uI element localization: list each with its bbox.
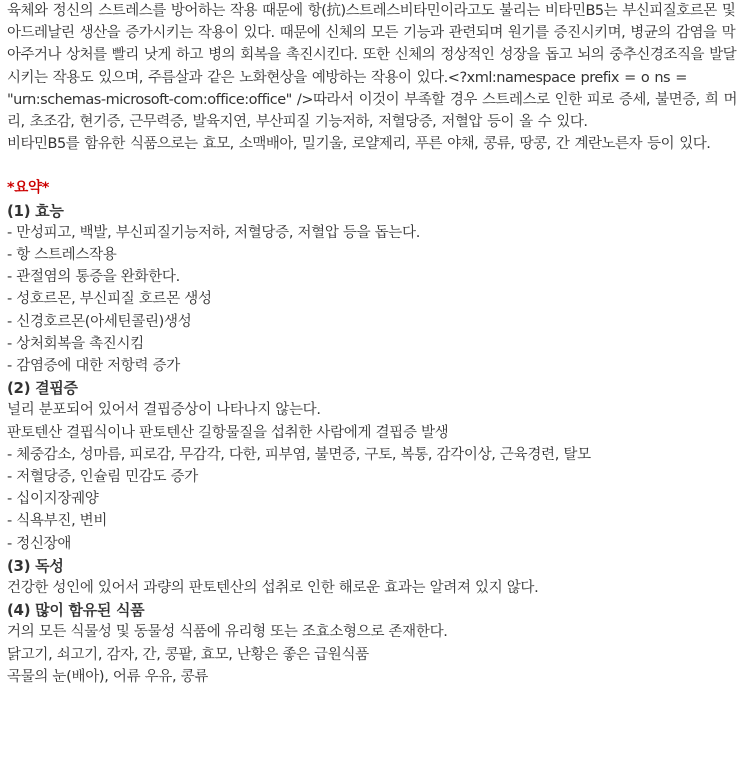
- summary-title: *요약*: [7, 180, 49, 197]
- list-item: 판토텐산 결핍식이나 판토텐산 길항물질을 섭취한 사람에게 결핍증 발생: [7, 424, 449, 441]
- list-item: - 상처회복을 촉진시킴: [7, 335, 144, 352]
- section-toxicity: [7, 555, 744, 599]
- section-deficiency: [7, 377, 744, 555]
- list-item: - 체중감소, 성마름, 피로감, 무감각, 다한, 피부염, 불면증, 구토, 복통, 감각이상, 근육경련, 탈모: [7, 446, 591, 463]
- list-item: - 식욕부진, 변비: [7, 513, 108, 530]
- section-heading: (2) 결핍증: [7, 379, 78, 398]
- list-item: 건강한 성인에 있어서 과량의 판토텐산의 섭취로 인한 해로운 효과는 알려져 있지 않다.: [7, 580, 539, 597]
- list-item: 널리 분포되어 있어서 결핍증상이 나타나지 않는다.: [7, 402, 321, 419]
- list-item: - 십이지장궤양: [7, 491, 99, 508]
- spacer: [7, 155, 744, 177]
- section-heading: (1) 효능: [7, 201, 64, 220]
- list-item: - 항 스트레스작용: [7, 247, 117, 264]
- intro-paragraph-1: 육체와 정신의 스트레스를 방어하는 작용 때문에 항(抗)스트레스비타민이라고도 불리는 비타민B5는 부신피질호르몬 및 아드레날린 생산을 증가시키는 작용이 있다. 때문에 신체의 모든 기능과 관련되며 원기를 증진시키며, 병균의 감염을 막아주거나 상처를 빨리 낫게 하고 병의 회복을 촉진시킨다. 또한 신체의 정상적인 성장을 돕고 뇌의 중추신경조직을 발달시키는 작용도 있으며, 주름살과 같은 노화현상을 예방하는 작용이 있다.<?xml:namespace prefix = o ns = "urn:schemas-microsoft-com:office:office" />따라서 이것이 부족할 경우 스트레스로 인한 피로 증세, 불면증, 희 머리, 초조감, 현기증, 근무력증, 발육지연, 부산피질 기능저하, 저혈당증, 저혈압 등이 올 수 있다.: [7, 3, 737, 131]
- section-food-sources: [7, 599, 744, 688]
- list-item: - 신경호르몬(아세틴콜린)생성: [7, 313, 192, 330]
- list-item: - 관절염의 통증을 완화한다.: [7, 269, 180, 286]
- list-item: - 성호르몬, 부신피질 호르몬 생성: [7, 291, 212, 308]
- section-heading: (3) 독성: [7, 556, 64, 575]
- section-efficacy: [7, 200, 744, 378]
- list-item: - 저혈당증, 인슐림 민감도 증가: [7, 469, 198, 486]
- section-heading: (4) 많이 함유된 식품: [7, 601, 145, 620]
- list-item: - 정신장애: [7, 535, 72, 552]
- list-item: 곡물의 눈(배아), 어류 우유, 콩류: [7, 668, 209, 685]
- list-item: - 감염증에 대한 저항력 증가: [7, 358, 180, 375]
- list-item: 거의 모든 식물성 및 동물성 식품에 유리형 또는 조효소형으로 존재한다.: [7, 624, 448, 641]
- list-item: 닭고기, 쇠고기, 감자, 간, 콩팥, 효모, 난황은 좋은 급원식품: [7, 646, 369, 663]
- list-item: - 만성피고, 백발, 부신피질기능저하, 저혈당증, 저혈압 등을 돕는다.: [7, 224, 421, 241]
- intro-paragraph-2: 비타민B5를 함유한 식품으로는 효모, 소맥배아, 밀기울, 로얄제리, 푸른 야채, 콩류, 땅콩, 간 계란노른자 등이 있다.: [7, 136, 711, 153]
